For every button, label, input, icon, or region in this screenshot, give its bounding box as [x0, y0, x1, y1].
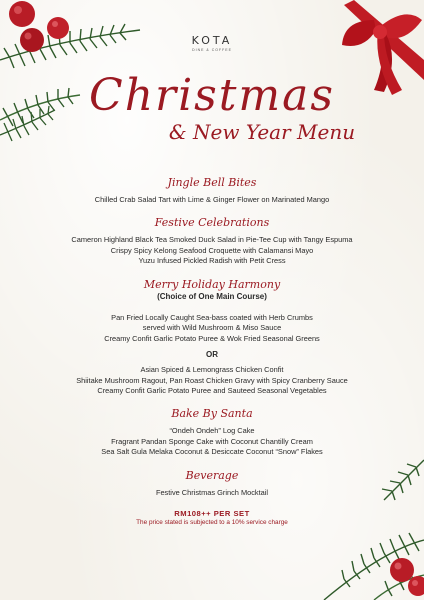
red-ornament-4: [390, 558, 414, 582]
menu-item: Crispy Spicy Kelong Seafood Croquette with Calamansi Mayo: [110, 245, 314, 255]
menu-item: Creamy Confit Garlic Potato Puree and Sauteed Seasonal Vegetables: [97, 386, 327, 396]
menu-item: Asian Spiced & Lemongrass Chicken Confit: [140, 365, 284, 375]
menu-item: Yuzu Infused Pickled Radish with Petit Cress: [138, 256, 286, 266]
menu-item: Festive Christmas Grinch Mocktail: [155, 487, 269, 497]
section-title: Bake By Santa: [171, 407, 253, 421]
red-ornament-1: [9, 1, 35, 27]
brand-tagline: DINE & COFFEE: [192, 48, 232, 52]
section-title: Beverage: [185, 468, 239, 482]
section-merry-holiday-harmony: [0, 278, 424, 397]
menu-item: Pan Fried Locally Caught Sea-bass coated with Herb Crumbs: [111, 313, 313, 323]
section-jingle-bell-bites: [0, 176, 424, 205]
menu-subtitle: & New Year Menu: [168, 120, 356, 144]
section-title: Jingle Bell Bites: [167, 176, 257, 189]
menu-item: Chilled Crab Salad Tart with Lime & Ginger Flower on Marinated Mango: [94, 195, 330, 204]
menu-content: [0, 176, 424, 526]
or-separator: OR: [206, 350, 218, 360]
menu-item: served with Wild Mushroom & Miso Sauce: [142, 323, 282, 333]
brand-name: KOTA: [191, 34, 233, 47]
section-festive-celebrations: [0, 216, 424, 266]
menu-item: Shiitake Mushroom Ragout, Pan Roast Chicken Gravy with Spicy Cranberry Sauce: [76, 375, 348, 385]
section-subtitle: (Choice of One Main Course): [157, 291, 267, 301]
set-price: RM108++ PER SET: [174, 509, 250, 519]
menu-item: Creamy Confit Garlic Potato Puree & Wok Fried Seasonal Greens: [104, 333, 320, 343]
menu-title: Christmas: [89, 70, 335, 121]
menu-item: “Ondeh Ondeh” Log Cake: [169, 426, 255, 436]
service-charge-note: The price stated is subjected to a 10% service charge: [136, 519, 288, 527]
menu-item: Sea Salt Gula Melaka Coconut & Desiccate Coconut “Snow” Flakes: [101, 447, 323, 457]
section-beverage: [0, 469, 424, 498]
section-title: Festive Celebrations: [154, 216, 270, 230]
section-title: Merry Holiday Harmony: [143, 277, 281, 291]
menu-item: Fragrant Pandan Sponge Cake with Coconut Chantilly Cream: [111, 436, 313, 446]
menu-item: Cameron Highland Black Tea Smoked Duck Salad in Pie-Tee Cup with Tangy Espuma: [71, 235, 353, 245]
section-bake-by-santa: [0, 407, 424, 457]
brand-logo: [0, 34, 424, 52]
